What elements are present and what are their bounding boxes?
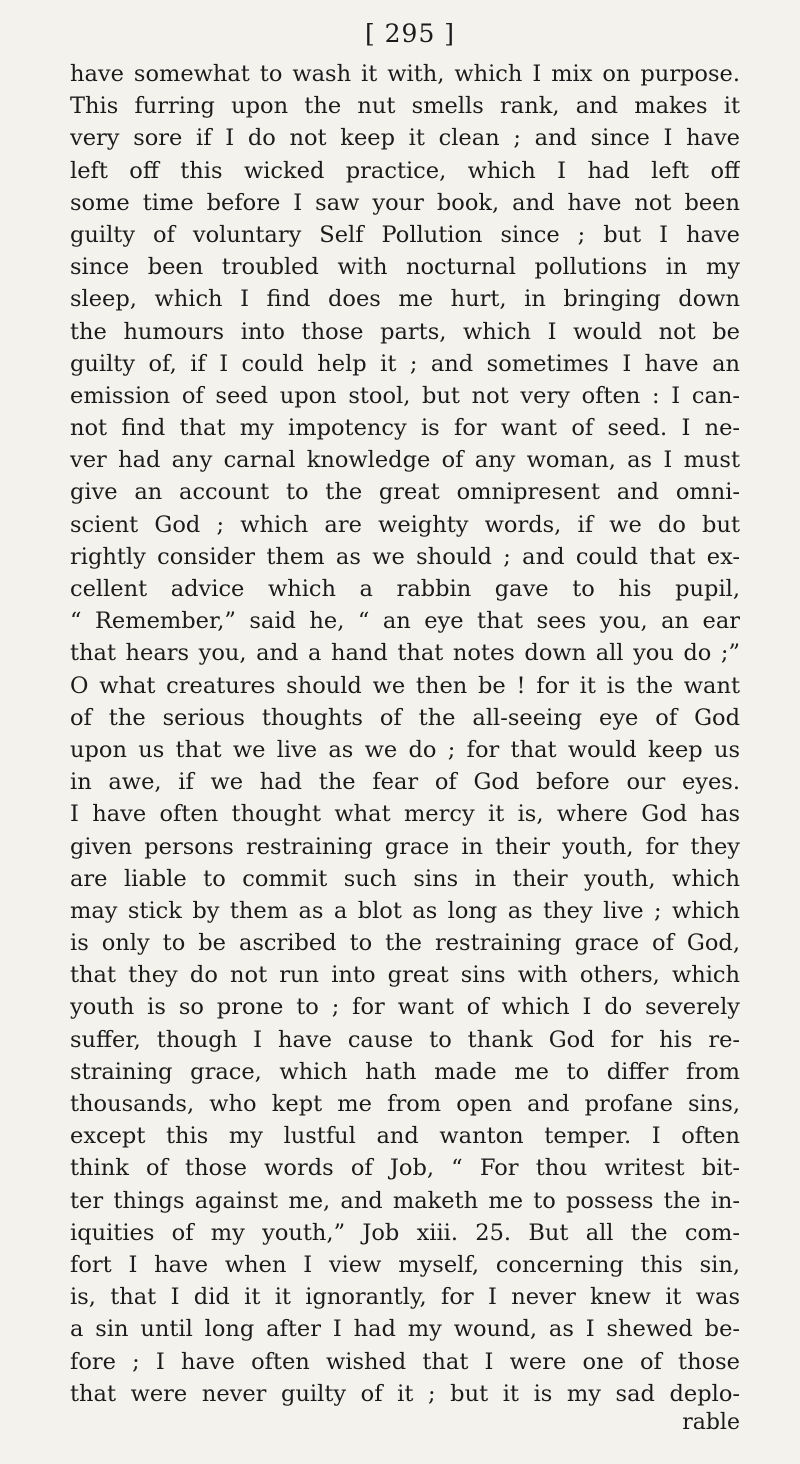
text-line: scient God ; which are weighty words, if we do but xyxy=(70,511,740,538)
text-line: thousands, who kept me from open and profane sins, xyxy=(70,1091,740,1117)
text-line: guilty of, if I could help it ; and sometimes I have an xyxy=(70,350,740,377)
text-line: I have often thought what mercy it is, where God has xyxy=(70,801,740,828)
text-line: iquities of my youth,” Job xiii. 25. But all the com- xyxy=(70,1219,740,1246)
text-line: the humours into those parts, which I would not be xyxy=(70,318,740,345)
text-line: cellent advice which a rabbin gave to his pupil, xyxy=(70,576,740,602)
text-line: fore ; I have often wished that I were one of those xyxy=(70,1348,740,1375)
text-line: are liable to commit such sins in their youth, which xyxy=(70,865,740,892)
text-line: that hears you, and a hand that notes down all you do ;” xyxy=(70,640,740,667)
text-line: left off this wicked practice, which I had left off xyxy=(70,157,740,184)
text-line: upon us that we live as we do ; for that would keep us xyxy=(70,736,740,763)
text-line: emission of seed upon stool, but not very often : I can- xyxy=(70,382,740,409)
text-line: have somewhat to wash it with, which I mix on purpose. xyxy=(70,61,740,87)
text-line: ver had any carnal knowledge of any woman, as I must xyxy=(70,447,740,474)
text-line: “ Remember,” said he, “ an eye that sees you, an ear xyxy=(70,608,740,635)
text-line: of the serious thoughts of the all-seeing eye of God xyxy=(70,704,740,731)
text-line: sleep, which I find does me hurt, in bringing down xyxy=(70,286,740,313)
text-line: since been troubled with nocturnal pollutions in my xyxy=(70,254,740,281)
text-line: give an account to the great omnipresent and omni- xyxy=(70,479,740,506)
text-line: very sore if I do not keep it clean ; and since I have xyxy=(70,125,740,152)
text-line: may stick by them as a blot as long as they live ; which xyxy=(70,897,740,924)
text-line: ter things against me, and maketh me to possess the in- xyxy=(70,1187,740,1214)
text-line: This furring upon the nut smells rank, and makes it xyxy=(70,93,740,120)
text-line: suffer, though I have cause to thank God for his re- xyxy=(70,1026,740,1053)
text-line: some time before I saw your book, and have not been xyxy=(70,189,740,216)
text-line: that were never guilty of it ; but it is my sad deplo- xyxy=(70,1380,740,1407)
text-line: except this my lustful and wanton temper. I often xyxy=(70,1123,740,1150)
catchword: rable xyxy=(682,1409,740,1435)
text-line: is, that I did it it ignorantly, for I never knew it was xyxy=(70,1284,740,1311)
text-line: given persons restraining grace in their youth, for they xyxy=(70,833,740,860)
text-line: that they do not run into great sins with others, which xyxy=(70,962,740,989)
text-line: a sin until long after I had my wound, as I shewed be- xyxy=(70,1316,740,1343)
text-line: guilty of voluntary Self Pollution since ; but I have xyxy=(70,221,740,248)
text-line: fort I have when I view myself, concerning this sin, xyxy=(70,1251,740,1278)
text-line: youth is so prone to ; for want of which I do severely xyxy=(70,994,740,1021)
text-line: rightly consider them as we should ; and could that ex- xyxy=(70,543,740,570)
text-line: O what creatures should we then be ! for it is the want xyxy=(70,672,740,699)
text-line: straining grace, which hath made me to differ from xyxy=(70,1058,740,1085)
text-line: in awe, if we had the fear of God before our eyes. xyxy=(70,769,740,796)
text-line: not find that my impotency is for want of seed. I ne- xyxy=(70,415,740,442)
text-line: think of those words of Job, “ For thou writest bit- xyxy=(70,1155,740,1182)
body-text xyxy=(70,58,740,1410)
text-line: is only to be ascribed to the restraining grace of God, xyxy=(70,930,740,957)
page-number: [ 295 ] xyxy=(364,19,456,48)
